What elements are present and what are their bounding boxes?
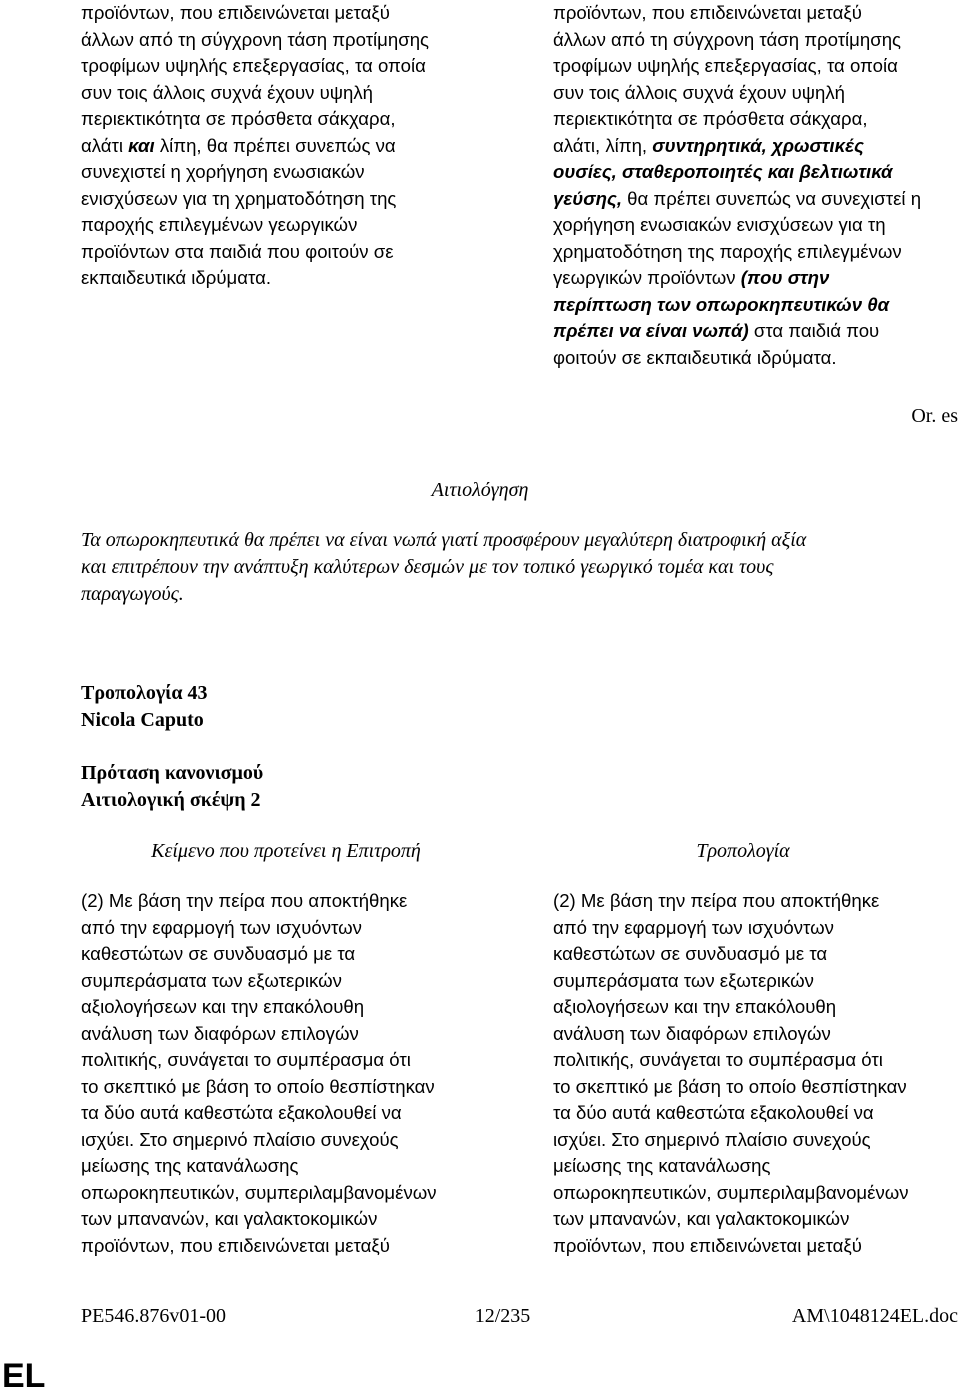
text-run: οπωροκηπευτικών, συμπεριλαμβανομένων bbox=[81, 1181, 437, 1203]
text-run: καθεστώτων σε συνδυασμό με τα bbox=[553, 943, 828, 964]
text-run: πολιτικής, συνάγεται το συμπέρασμα ότι bbox=[553, 1049, 883, 1070]
text-run: ισχύει. Στο σημερινό πλαίσιο συνεχούς bbox=[553, 1128, 871, 1150]
text-line bbox=[553, 106, 921, 133]
text-line bbox=[81, 968, 437, 995]
text-line bbox=[81, 1206, 437, 1233]
text-run: τα δύο αυτά καθεστώτα εξακολουθεί να bbox=[553, 1102, 874, 1123]
text-line bbox=[81, 1233, 437, 1260]
text-run: χρηματοδότηση της παροχής επιλεγμένων bbox=[553, 240, 902, 262]
text-run: συμπεράσματα των εξωτερικών bbox=[553, 969, 814, 991]
text-line bbox=[553, 0, 921, 27]
justification-line: και επιτρέπουν την ανάπτυξη καλύτερων δεσμών με τον τοπικό γεωργικό τομέα και τους bbox=[81, 556, 774, 578]
text-run: ισχύει. Στο σημερινό πλαίσιο συνεχούς bbox=[81, 1128, 399, 1150]
text-run: (2) Με βάση την πείρα που αποκτήθηκε bbox=[553, 890, 880, 911]
text-line bbox=[553, 212, 921, 239]
text-line bbox=[81, 53, 429, 80]
text-line bbox=[81, 27, 429, 54]
justification-line: παραγωγούς. bbox=[81, 583, 184, 605]
text-line bbox=[553, 941, 909, 968]
text-run: χορήγηση ενωσιακών ενισχύσεων για τη bbox=[553, 214, 886, 235]
text-run: προϊόντων, που επιδεινώνεται μεταξύ bbox=[553, 2, 862, 23]
text-line bbox=[81, 106, 429, 133]
text-run: το σκεπτικό με βάση το οποίο θεσπίστηκαν bbox=[81, 1075, 435, 1097]
text-run: καθεστώτων σε συνδυασμό με τα bbox=[81, 943, 356, 964]
text-line bbox=[553, 80, 921, 107]
text-line bbox=[553, 1180, 909, 1207]
text-line bbox=[553, 1206, 909, 1233]
text-run: τα δύο αυτά καθεστώτα εξακολουθεί να bbox=[81, 1102, 402, 1123]
text-run: συν τοις άλλοις συχνά έχουν υψηλή bbox=[553, 81, 845, 103]
original-language-label: Or. es bbox=[911, 405, 958, 427]
text-line bbox=[553, 1100, 909, 1127]
text-run: αξιολογήσεων και την επακόλουθη bbox=[81, 996, 365, 1017]
text-line bbox=[81, 1074, 437, 1101]
text-line bbox=[553, 318, 921, 345]
text-run: άλλων από τη σύγχρονη τάση προτίμησης bbox=[81, 28, 430, 50]
text-line bbox=[81, 941, 437, 968]
amendment-number: Τροπολογία 43 bbox=[81, 682, 208, 704]
text-run: τροφίμων υψηλής επεξεργασίας, τα οποία bbox=[553, 55, 898, 76]
text-line bbox=[81, 915, 437, 942]
text-run: προϊόντων, που επιδεινώνεται μεταξύ bbox=[81, 1234, 390, 1256]
text-run: στα παιδιά που bbox=[748, 320, 880, 341]
text-line bbox=[81, 186, 429, 213]
text-run: αλάτι, λίπη, bbox=[553, 134, 653, 156]
text-run: προϊόντων στα παιδιά που φοιτούν σε bbox=[81, 240, 394, 262]
emphasized-text: πρέπει να είναι νωπά) bbox=[553, 320, 749, 341]
text-line bbox=[81, 1180, 437, 1207]
text-run: από την εφαρμογή των ισχυόντων bbox=[81, 916, 362, 938]
text-run: ανάλυση των διαφόρων επιλογών bbox=[81, 1022, 359, 1044]
text-line bbox=[553, 968, 909, 995]
text-line bbox=[553, 159, 921, 186]
footer-page-number: 12/235 bbox=[474, 1305, 531, 1327]
text-line bbox=[553, 1074, 909, 1101]
text-run: εκπαιδευτικά ιδρύματα. bbox=[81, 267, 271, 288]
footer-file-name: AM\1048124EL.doc bbox=[791, 1305, 958, 1327]
text-run: φοιτούν σε εκπαιδευτικά ιδρύματα. bbox=[553, 346, 837, 368]
text-line bbox=[81, 1153, 437, 1180]
commission-recital-text bbox=[81, 888, 437, 1259]
text-line bbox=[81, 994, 437, 1021]
text-run: το σκεπτικό με βάση το οποίο θεσπίστηκαν bbox=[553, 1075, 907, 1097]
text-line bbox=[553, 1127, 909, 1154]
justification-line: Τα οπωροκηπευτικά θα πρέπει να είναι νωπά γιατί προσφέρουν μεγαλύτερη διατροφική αξία bbox=[81, 529, 807, 551]
text-line bbox=[81, 265, 429, 292]
emphasized-text: (που στην bbox=[740, 267, 830, 288]
text-run: μείωσης της κατανάλωσης bbox=[553, 1155, 771, 1176]
emphasized-text: συντηρητικά, χρωστικές bbox=[652, 134, 864, 156]
text-line bbox=[81, 80, 429, 107]
text-line bbox=[81, 239, 429, 266]
commission-text-heading: Κείμενο που προτείνει η Επιτροπή bbox=[151, 840, 421, 862]
text-run: περιεκτικότητα σε πρόσθετα σάκχαρα, bbox=[553, 108, 868, 129]
text-line bbox=[553, 265, 921, 292]
text-line bbox=[553, 186, 921, 213]
amendment-author: Nicola Caputo bbox=[81, 709, 204, 731]
text-line bbox=[553, 915, 909, 942]
text-run: περιεκτικότητα σε πρόσθετα σάκχαρα, bbox=[81, 108, 396, 129]
proposal-title: Πρόταση κανονισμού bbox=[81, 762, 264, 784]
text-run: μείωσης της κατανάλωσης bbox=[81, 1155, 299, 1176]
text-line bbox=[81, 159, 429, 186]
text-run: αλάτι bbox=[81, 134, 129, 156]
text-run: ενισχύσεων για τη χρηματοδότηση της bbox=[81, 187, 397, 209]
text-line bbox=[553, 292, 921, 319]
text-run: λίπη, θα πρέπει συνεπώς να bbox=[154, 134, 396, 156]
text-line bbox=[553, 345, 921, 372]
justification-heading: Αιτιολόγηση bbox=[431, 479, 529, 501]
text-line bbox=[81, 1127, 437, 1154]
emphasized-text: περίπτωση των οπωροκηπευτικών θα bbox=[553, 293, 890, 315]
text-run: τροφίμων υψηλής επεξεργασίας, τα οποία bbox=[81, 55, 426, 76]
text-run: προϊόντων, που επιδεινώνεται μεταξύ bbox=[553, 1234, 862, 1256]
text-line bbox=[553, 27, 921, 54]
previous-text-commission-column bbox=[81, 0, 429, 292]
previous-text-amendment-column bbox=[553, 0, 921, 371]
footer-document-reference: PE546.876v01-00 bbox=[81, 1305, 226, 1327]
text-line bbox=[81, 1100, 437, 1127]
text-run: από την εφαρμογή των ισχυόντων bbox=[553, 916, 834, 938]
language-code: EL bbox=[2, 1357, 46, 1395]
emphasized-text: γεύσης, bbox=[553, 187, 622, 209]
text-run: συν τοις άλλοις συχνά έχουν υψηλή bbox=[81, 81, 373, 103]
text-run: θα πρέπει συνεπώς να συνεχιστεί η bbox=[622, 187, 922, 209]
text-line bbox=[553, 239, 921, 266]
text-line bbox=[81, 888, 437, 915]
text-run: συνεχιστεί η χορήγηση ενωσιακών bbox=[81, 161, 365, 182]
text-run: πολιτικής, συνάγεται το συμπέρασμα ότι bbox=[81, 1049, 411, 1070]
text-line bbox=[553, 1153, 909, 1180]
text-run: άλλων από τη σύγχρονη τάση προτίμησης bbox=[553, 28, 902, 50]
text-line bbox=[81, 1021, 437, 1048]
amendment-recital-text bbox=[553, 888, 909, 1259]
text-run: αξιολογήσεων και την επακόλουθη bbox=[553, 996, 837, 1017]
text-run: παροχής επιλεγμένων γεωργικών bbox=[81, 214, 358, 235]
text-line bbox=[81, 133, 429, 160]
justification-text bbox=[81, 527, 941, 608]
text-line bbox=[553, 1047, 909, 1074]
text-run: γεωργικών προϊόντων bbox=[553, 267, 741, 288]
recital-reference: Αιτιολογική σκέψη 2 bbox=[81, 789, 261, 811]
text-run: ανάλυση των διαφόρων επιλογών bbox=[553, 1022, 831, 1044]
emphasized-text: ουσίες, σταθεροποιητές και βελτιωτικά bbox=[553, 161, 893, 182]
text-line bbox=[553, 888, 909, 915]
text-run: (2) Με βάση την πείρα που αποκτήθηκε bbox=[81, 890, 408, 911]
text-line bbox=[81, 0, 429, 27]
text-line bbox=[553, 53, 921, 80]
text-line bbox=[553, 994, 909, 1021]
text-run: των μπανανών, και γαλακτοκομικών bbox=[553, 1208, 850, 1229]
text-run: οπωροκηπευτικών, συμπεριλαμβανομένων bbox=[553, 1181, 909, 1203]
text-line bbox=[81, 1047, 437, 1074]
text-line bbox=[81, 212, 429, 239]
text-line bbox=[553, 1021, 909, 1048]
text-run: συμπεράσματα των εξωτερικών bbox=[81, 969, 342, 991]
text-run: των μπανανών, και γαλακτοκομικών bbox=[81, 1208, 378, 1229]
text-line bbox=[553, 133, 921, 160]
text-run: προϊόντων, που επιδεινώνεται μεταξύ bbox=[81, 2, 390, 23]
text-line bbox=[553, 1233, 909, 1260]
emphasized-text: και bbox=[128, 134, 155, 156]
amendment-heading: Τροπολογία bbox=[696, 840, 790, 862]
